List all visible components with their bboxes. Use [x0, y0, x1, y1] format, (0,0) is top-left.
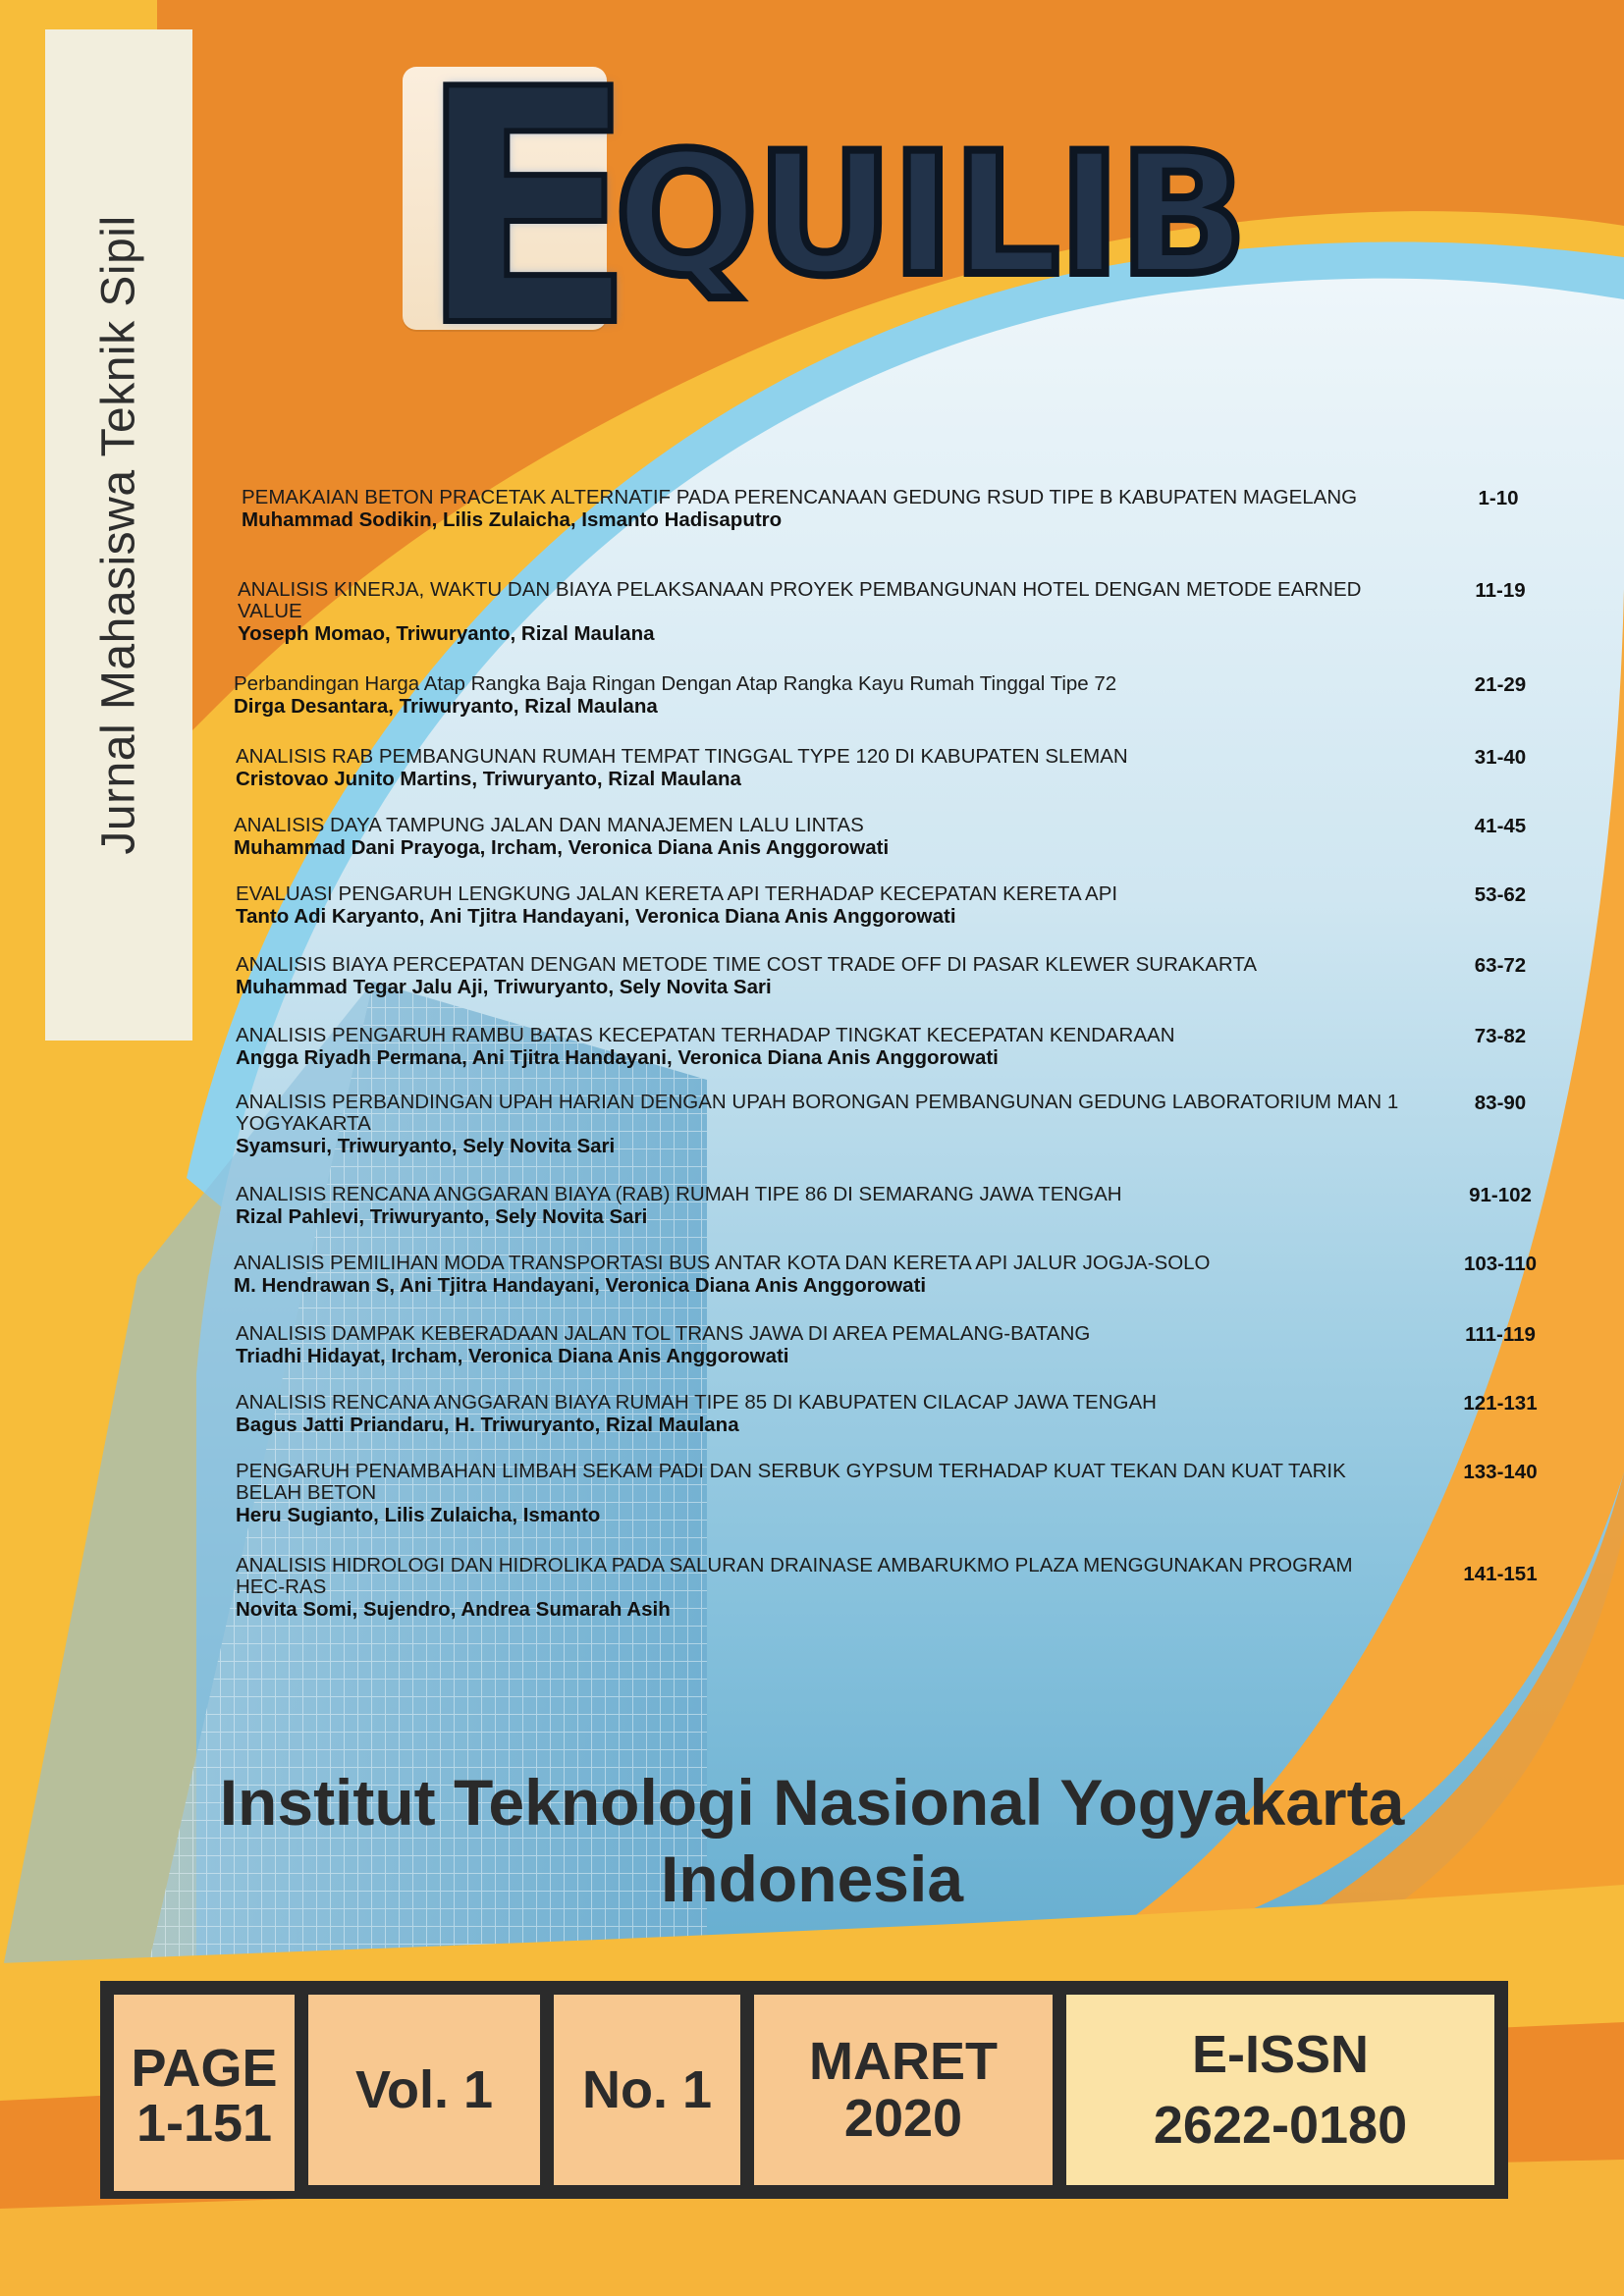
toc-entry: [236, 1184, 1542, 1228]
volume: Vol. 1: [354, 2060, 494, 2119]
article-pages: 21-29: [1474, 673, 1527, 696]
article-title: ANALISIS PEMILIHAN MODA TRANSPORTASI BUS ANTAR KOTA DAN KERETA API JALUR JOGJA-SOLO: [234, 1252, 1211, 1274]
article-title: ANALISIS BIAYA PERCEPATAN DENGAN METODE TIME COST TRADE OFF DI PASAR KLEWER SURAKARTA: [236, 953, 1258, 976]
toc-entry: [236, 1461, 1542, 1526]
article-pages: 31-40: [1474, 746, 1527, 769]
toc-entry: [236, 1092, 1542, 1157]
article-pages: 11-19: [1475, 579, 1526, 602]
article-authors: Syamsuri, Triwuryanto, Sely Novita Sari: [236, 1135, 616, 1157]
article-authors: Tanto Adi Karyanto, Ani Tjitra Handayani, Veronica Diana Anis Anggorowati: [236, 905, 956, 928]
article-pages: 53-62: [1474, 883, 1527, 906]
article-pages: 133-140: [1463, 1461, 1538, 1483]
toc-entry: [236, 1392, 1542, 1436]
date-cell: [754, 1995, 1053, 2185]
article-title: ANALISIS RENCANA ANGGARAN BIAYA RUMAH TIPE 85 DI KABUPATEN CILACAP JAWA TENGAH: [236, 1391, 1157, 1414]
number-cell: [554, 1995, 740, 2185]
issue-year: 2020: [843, 2089, 963, 2148]
volume-cell: [308, 1995, 540, 2185]
article-pages: 83-90: [1474, 1092, 1527, 1114]
article-title: ANALISIS HIDROLOGI DAN HIDROLIKA PADA SALURAN DRAINASE AMBARUKMO PLAZA MENGGUNAKAN PROGRAM HEC-RAS: [236, 1554, 1353, 1598]
article-title: ANALISIS PERBANDINGAN UPAH HARIAN DENGAN UPAH BORONGAN PEMBANGUNAN GEDUNG LABORATORIUM MAN 1 YOGYAKARTA: [236, 1091, 1399, 1135]
toc-entry: [236, 883, 1542, 928]
article-authors: Triadhi Hidayat, Ircham, Veronica Diana Anis Anggorowati: [236, 1345, 789, 1367]
article-authors: Dirga Desantara, Triwuryanto, Rizal Maulana: [234, 695, 658, 718]
article-pages: 121-131: [1463, 1392, 1538, 1415]
toc-entry: [236, 746, 1542, 790]
article-pages: 141-151: [1463, 1563, 1538, 1585]
issn-label: E-ISSN: [1191, 2025, 1370, 2084]
article-authors: Cristovao Junito Martins, Triwuryanto, Rizal Maulana: [236, 768, 741, 790]
issn-cell: [1066, 1995, 1494, 2185]
article-authors: M. Hendrawan S, Ani Tjitra Handayani, Veronica Diana Anis Anggorowati: [234, 1274, 927, 1297]
toc-entry: [234, 1253, 1540, 1297]
article-title: ANALISIS PENGARUH RAMBU BATAS KECEPATAN TERHADAP TINGKAT KECEPATAN KENDARAAN: [236, 1024, 1175, 1046]
article-authors: Angga Riyadh Permana, Ani Tjitra Handayani, Veronica Diana Anis Anggorowati: [236, 1046, 999, 1069]
article-authors: Muhammad Tegar Jalu Aji, Triwuryanto, Sely Novita Sari: [236, 976, 772, 998]
toc-entry: [234, 815, 1540, 859]
page-range: 1-151: [135, 2094, 273, 2153]
article-title: PENGARUH PENAMBAHAN LIMBAH SEKAM PADI DAN SERBUK GYPSUM TERHADAP KUAT TEKAN DAN KUAT TARIK BELAH BETON: [236, 1460, 1346, 1504]
toc-entry: [236, 954, 1542, 998]
institute-line-1: Institut Teknologi Nasional Yogyakarta: [219, 1766, 1405, 1839]
toc-entry: [238, 579, 1543, 645]
article-pages: 103-110: [1463, 1253, 1538, 1275]
article-pages: 91-102: [1469, 1184, 1532, 1206]
toc-entry: [236, 1555, 1542, 1621]
page-label: PAGE: [131, 2039, 278, 2098]
toc-entry: [236, 1025, 1542, 1069]
article-pages: 73-82: [1474, 1025, 1527, 1047]
toc-entry: [236, 1323, 1542, 1367]
article-authors: Muhammad Sodikin, Lilis Zulaicha, Ismanto Hadisaputro: [242, 508, 783, 531]
institute-name: [0, 1764, 1624, 1917]
article-authors: Yoseph Momao, Triwuryanto, Rizal Maulana: [238, 622, 655, 645]
article-pages: 41-45: [1474, 815, 1527, 837]
article-authors: Novita Somi, Sujendro, Andrea Sumarah Asih: [236, 1598, 671, 1621]
toc-entry: [234, 673, 1540, 718]
article-authors: Muhammad Dani Prayoga, Ircham, Veronica Diana Anis Anggorowati: [234, 836, 890, 859]
logo-letter-e: E: [416, 21, 638, 398]
article-title: ANALISIS RAB PEMBANGUNAN RUMAH TEMPAT TINGGAL TYPE 120 DI KABUPATEN SLEMAN: [236, 745, 1128, 768]
issue-month: MARET: [809, 2032, 998, 2091]
page-range-cell: [114, 1995, 295, 2191]
article-authors: Heru Sugianto, Lilis Zulaicha, Ismanto: [236, 1504, 601, 1526]
article-pages: 111-119: [1465, 1323, 1536, 1346]
journal-name: Jurnal Mahasiswa Teknik Sipil: [92, 215, 145, 855]
article-title: Perbandingan Harga Atap Rangka Baja Ringan Dengan Atap Rangka Kayu Rumah Tinggal Tipe 72: [234, 672, 1117, 695]
issn-number: 2622-0180: [1153, 2096, 1408, 2155]
article-pages: 1-10: [1478, 487, 1519, 509]
logo-wordmark: QUILIB: [615, 116, 1246, 313]
article-pages: 63-72: [1474, 954, 1527, 977]
article-authors: Bagus Jatti Priandaru, H. Triwuryanto, Rizal Maulana: [236, 1414, 739, 1436]
article-title: ANALISIS DAYA TAMPUNG JALAN DAN MANAJEMEN LALU LINTAS: [234, 814, 864, 836]
article-title: ANALISIS DAMPAK KEBERADAAN JALAN TOL TRANS JAWA DI AREA PEMALANG-BATANG: [236, 1322, 1091, 1345]
article-title: PEMAKAIAN BETON PRACETAK ALTERNATIF PADA PERENCANAAN GEDUNG RSUD TIPE B KABUPATEN MAGELANG: [242, 486, 1358, 508]
toc-entry: [242, 487, 1547, 531]
issue-number: No. 1: [581, 2060, 713, 2119]
article-title: ANALISIS RENCANA ANGGARAN BIAYA (RAB) RUMAH TIPE 86 DI SEMARANG JAWA TENGAH: [236, 1183, 1122, 1205]
article-authors: Rizal Pahlevi, Triwuryanto, Sely Novita Sari: [236, 1205, 648, 1228]
article-title: EVALUASI PENGARUH LENGKUNG JALAN KERETA API TERHADAP KECEPATAN KERETA API: [236, 882, 1118, 905]
institute-line-2: Indonesia: [660, 1842, 964, 1915]
article-title: ANALISIS KINERJA, WAKTU DAN BIAYA PELAKSANAAN PROYEK PEMBANGUNAN HOTEL DENGAN METODE EARNED VALUE: [238, 578, 1362, 622]
